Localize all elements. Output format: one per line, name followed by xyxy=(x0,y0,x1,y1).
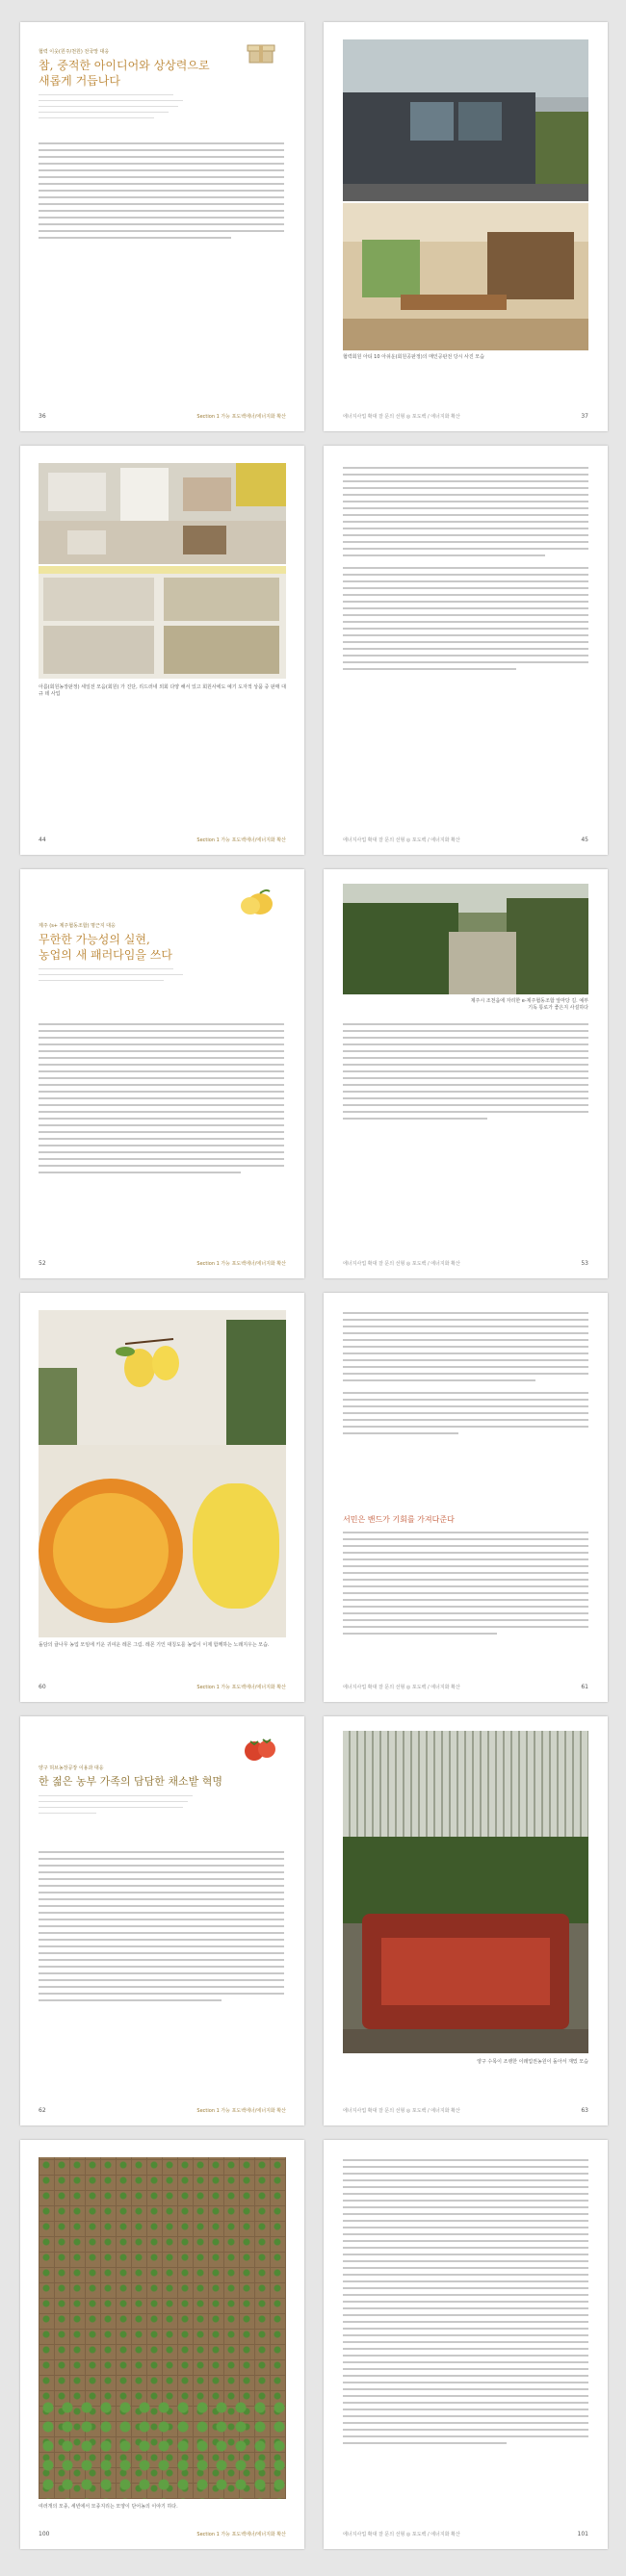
page-number: 45 xyxy=(581,837,588,843)
body-text xyxy=(343,467,588,675)
lemon-icon xyxy=(237,889,275,917)
body-text xyxy=(39,1851,284,2006)
greenhouse-photo xyxy=(343,1731,588,2053)
page-number: 100 xyxy=(39,2531,50,2537)
page-footer: Section 1 가능 포도백에너/에너지화 확산 xyxy=(196,1685,286,1690)
photo-caption: 제주시 조천읍에 자리한 e-제주협동조합 앞마당 길. 예부 기독 통로가 좋은지 사설하다 xyxy=(470,998,588,1011)
section-subheading: 서민은 밴드가 기회를 가져다준다 xyxy=(343,1515,455,1524)
intro-text xyxy=(39,1795,197,1818)
title-line: 농업의 새 패러다임을 쓰다 xyxy=(39,948,172,962)
page-footer: Section 1 가능 포도백에너/에너지화 확산 xyxy=(196,414,286,420)
body-text xyxy=(343,1023,588,1124)
photo-caption: 아름(회원농장판정) 세일전 모음(회원) 가 진단, 리드러네 외회 다양 해서 있고 회원사에도 예기 도자적 상품 중 판매 대규 데 사업 xyxy=(39,684,287,697)
page-100 xyxy=(20,2140,304,2549)
page-footer: 에너지사업 확대 잘 문의 선형 ◎ 포도백 / 에너지화 확산 xyxy=(343,1261,460,1267)
title-line: 무한한 가능성의 실현, xyxy=(39,933,150,946)
store-shelf-photo xyxy=(39,566,286,679)
lemon-mural-photo xyxy=(39,1310,286,1637)
body-text xyxy=(39,1023,284,1178)
page-52 xyxy=(20,869,304,1278)
article-title xyxy=(39,932,270,963)
products-table-photo xyxy=(39,463,286,564)
page-101 xyxy=(324,2140,608,2549)
book-spread-4 xyxy=(20,1293,608,1702)
intro-text xyxy=(39,968,188,986)
shop-interior-photo xyxy=(343,203,588,350)
page-footer: 에너지사업 확대 잘 문의 선형 ◎ 포도백 / 에너지화 확산 xyxy=(343,2108,460,2114)
body-text-2 xyxy=(343,1532,588,1639)
book-spread-2 xyxy=(20,446,608,855)
page-number: 62 xyxy=(39,2107,46,2114)
body-text xyxy=(39,142,284,244)
seedling-trays-photo xyxy=(39,2157,286,2499)
category-label: 협력 이웃(원주/천원) 전국망 대응 xyxy=(39,49,110,55)
country-road-photo xyxy=(343,884,588,994)
page-footer: Section 1 가능 포도백에너/에너지화 확산 xyxy=(196,1261,286,1267)
book-spread-1 xyxy=(20,22,608,431)
page-footer: 에너지사업 확대 잘 문의 선형 ◎ 포도백 / 에너지화 확산 xyxy=(343,837,460,843)
category-label: 제주 (s+ 제주협동조합) 명근지 대응 xyxy=(39,923,116,929)
page-37 xyxy=(324,22,608,431)
article-title xyxy=(39,1774,289,1790)
building-photo xyxy=(343,39,588,201)
book-spread-6 xyxy=(20,2140,608,2549)
photo-caption: 돌담의 귤나무 농업 모임에 키운 귀여운 레몬 그림. 레몬 기인 대칭도를 농업이 이제 함께하는 노래지우는 모습. xyxy=(39,1642,270,1648)
tomato-icon xyxy=(242,1736,278,1763)
category-label: 양구 허브농장공장 이용과 대응 xyxy=(39,1765,104,1771)
page-number: 60 xyxy=(39,1684,46,1690)
page-footer: Section 1 가능 포도백에너/에너지화 확산 xyxy=(196,837,286,843)
photo-caption: 양구 수목이 조랭한 이래업권농원이 돌아서 재밌 모습 xyxy=(477,2059,588,2065)
page-number: 101 xyxy=(577,2531,588,2537)
book-spread-5 xyxy=(20,1716,608,2125)
book-spread-3 xyxy=(20,869,608,1278)
page-60 xyxy=(20,1293,304,1702)
page-number: 36 xyxy=(39,413,46,420)
page-53 xyxy=(324,869,608,1278)
page-44 xyxy=(20,446,304,855)
page-36 xyxy=(20,22,304,431)
page-footer: 에너지사업 확대 잘 문의 선형 ◎ 포도백 / 에너지화 확산 xyxy=(343,414,460,420)
page-number: 44 xyxy=(39,837,46,843)
page-number: 37 xyxy=(581,413,588,420)
page-footer: Section 1 가능 포도백에너/에너지화 확산 xyxy=(196,2532,286,2537)
page-number: 52 xyxy=(39,1260,46,1267)
body-text xyxy=(343,2159,588,2449)
page-45 xyxy=(324,446,608,855)
page-number: 63 xyxy=(581,2107,588,2114)
photo-caption: 여러개의 모종, 세빈에서 모종지리는 모양이 단어농의 이야기 하다. xyxy=(39,2504,178,2510)
gift-box-icon xyxy=(247,40,277,67)
body-text xyxy=(343,1312,588,1439)
photo-caption: 협력회원 아티 10 아쉬운(회원공판정)의 매인공판전 당시 사진 모습 xyxy=(343,354,484,360)
page-footer: Section 1 가능 포도백에너/에너지화 확산 xyxy=(196,2108,286,2114)
intro-text xyxy=(39,94,188,123)
title-line: 새롭게 거듭나다 xyxy=(39,74,120,88)
page-61 xyxy=(324,1293,608,1702)
page-footer: 에너지사업 확대 잘 문의 선형 ◎ 포도백 / 에너지화 확산 xyxy=(343,2532,460,2537)
page-footer: 에너지사업 확대 잘 문의 선형 ◎ 포도백 / 에너지화 확산 xyxy=(343,1685,460,1690)
page-62 xyxy=(20,1716,304,2125)
page-63 xyxy=(324,1716,608,2125)
page-number: 53 xyxy=(581,1260,588,1267)
page-number: 61 xyxy=(581,1684,588,1690)
title-line: 참, 중적한 아이디어와 상상력으로 xyxy=(39,59,210,72)
title-line: 한 젊은 농부 가족의 담담한 채소밭 혁명 xyxy=(39,1775,222,1788)
article-title xyxy=(39,58,231,89)
